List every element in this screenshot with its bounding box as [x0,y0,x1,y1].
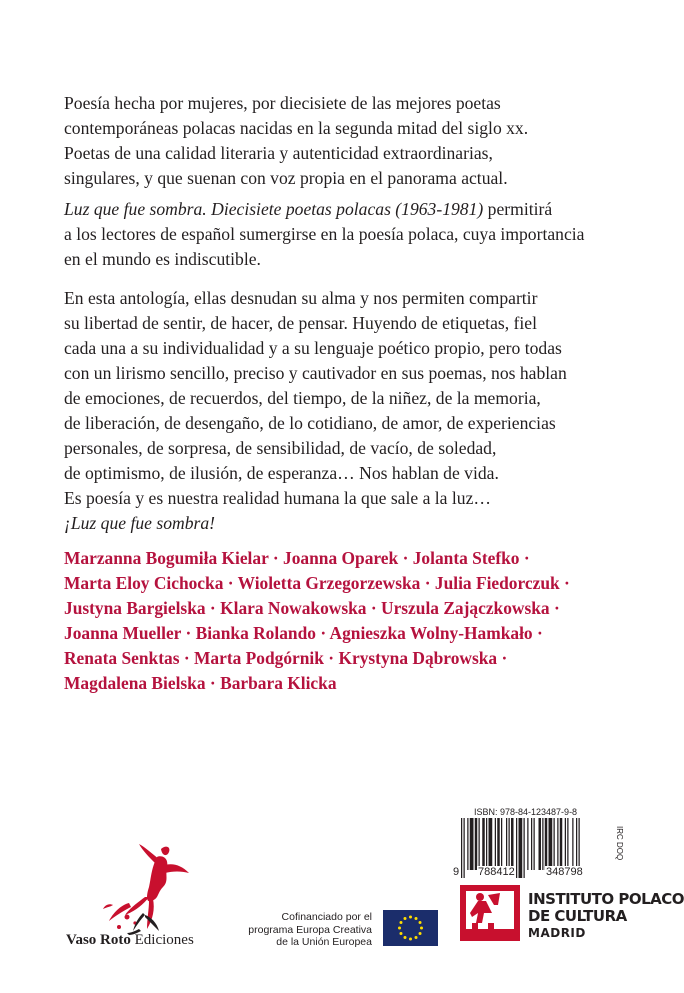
barcode-bar [567,818,568,870]
title-paragraph-text: permitirá [483,199,553,219]
intro-paragraph [64,91,604,191]
barcode-bar [527,818,528,870]
isbn-label: ISBN: 978-84-123487-9-8 [474,807,578,817]
eu-line: de la Unión Europea [276,936,372,948]
eu-flag-icon [383,910,438,946]
eu-star [409,938,412,941]
barcode-bar [539,818,542,870]
poet-name: Jolanta Stefko [412,548,520,568]
eu-star [420,927,423,930]
barcode-bar [495,818,496,870]
barcode-bar [501,818,502,870]
eu-star [415,917,418,920]
poet-separator: · [424,573,431,593]
anthology-line: cada una a su individualidad y a su lenguaje poético propio, pero todas [64,338,562,358]
title-paragraph-text: a los lectores de español sumergirse en la poesía polaca, cuya importancia [64,224,585,244]
eu-star [409,916,412,919]
poet-row [64,571,604,596]
poet-name: Joanna Oparek [283,548,399,568]
anthology-line: de liberación, de desengaño, de lo cotidiano, de amor, de experiencias [64,413,556,433]
poet-separator: · [209,673,216,693]
eu-line: Cofinanciado por el [281,911,372,923]
poet-separator: · [272,548,279,568]
anthology-line: con un lirismo sencillo, preciso y cautivador en sus poemas, nos hablan [64,363,567,383]
eu-star [399,921,402,924]
poet-name: Magdalena Bielska [64,673,206,693]
anthology-line: de optimismo, de ilusión, de esperanza… Nos hablan de vida. [64,463,499,483]
anthology-line: personales, de sorpresa, de sensibilidad, de vacío, de soledad, [64,438,497,458]
anthology-line: Es poesía y es nuestra realidad humana la que sale a la luz… [64,488,491,508]
anthology-line: En esta antología, ellas desnudan su alma y nos permiten compartir [64,288,538,308]
poet-name: Barbara Klicka [220,673,337,693]
barcode-bar [531,818,532,870]
barcode-bar [545,818,548,870]
poet-name: Marta Eloy Cichocka [64,573,224,593]
barcode-bar [516,818,517,878]
barcode-bar [554,818,555,870]
eu-star [404,936,407,939]
poet-row [64,621,604,646]
barcode-bar [534,818,535,870]
poet-name: Klara Nowakowska [220,598,367,618]
poet-row [64,646,604,671]
eu-flag-background [383,910,438,946]
closing-italic: ¡Luz que fue sombra! [64,513,216,533]
barcode [449,806,619,886]
barcode-bar [560,818,563,870]
title-paragraph-text: en el mundo es indiscutible. [64,249,261,269]
poet-name: Marta Podgórnik [194,648,324,668]
barcode-bar [470,818,474,870]
barcode-bar [482,818,485,870]
poet-separator: · [183,648,190,668]
barcode-bar [467,818,468,870]
poet-name: Krystyna Dąbrowska [338,648,498,668]
eu-star [415,936,418,939]
barcode-bar [519,818,523,878]
barcode-bar [565,818,566,870]
poet-separator: · [402,548,409,568]
poet-name: Bianka Rolando [195,623,316,643]
poet-separator: · [523,548,530,568]
poet-row [64,596,604,621]
barcode-bar [542,818,543,870]
barcode-bar [572,818,573,870]
barcode-bar [461,818,462,878]
title-paragraph [64,197,604,272]
barcode-side-code: IRC DOQ [615,826,624,861]
intro-line: Poetas de una calidad literaria y autenticidad extraordinarias, [64,143,493,163]
eu-star [399,932,402,935]
intro-line: contemporáneas polacas nacidas en la segunda mitad del siglo xx. [64,118,529,138]
book-title-italic: Luz que fue sombra. Diecisiete poetas polacas (1963-1981) [64,199,484,219]
poet-separator: · [185,623,192,643]
barcode-digits-right: 348798 [546,866,583,878]
poet-row [64,671,604,696]
poet-row [64,546,604,571]
eu-star [398,927,401,930]
poet-name: Justyna Bargielska [64,598,206,618]
barcode-bar [489,818,493,870]
barcode-bar [475,818,478,870]
barcode-bar [497,818,500,870]
barcode-bar [509,818,510,870]
eu-star [419,932,422,935]
barcode-bar [486,818,487,870]
poet-name: Marzanna Bogumiła Kielar [64,548,269,568]
poet-name: Julia Fiedorczuk [434,573,560,593]
publisher-name [66,932,194,949]
anthology-line: de emociones, de recuerdos, del tiempo, de la niñez, de la memoria, [64,388,541,408]
barcode-bar [511,818,514,870]
anthology-paragraph [64,286,604,536]
barcode-bar [557,818,558,870]
barcode-bar [549,818,553,870]
instituto-polaco-name [528,891,684,942]
instituto-line: DE CULTURA [528,907,627,925]
poet-separator: · [328,648,335,668]
poet-separator: · [553,598,560,618]
anthology-line: su libertad de sentir, de hacer, de pensar. Huyendo de etiquetas, fiel [64,313,537,333]
vaso-roto-dancer-logo [99,843,199,938]
poet-name: Agnieszka Wolny-Hamkało [329,623,533,643]
instituto-city: MADRID [528,926,586,940]
poet-separator: · [370,598,377,618]
poet-name: Joanna Mueller [64,623,182,643]
eu-star [419,921,422,924]
poet-separator: · [564,573,570,593]
poet-separator: · [501,648,508,668]
publisher-name-rest: Ediciones [134,932,194,948]
barcode-digit-lead: 9 [453,866,460,878]
intro-line: Poesía hecha por mujeres, por diecisiete de las mejores poetas [64,93,501,113]
poet-separator: · [209,598,216,618]
eu-star [404,917,407,920]
barcode-bar [506,818,507,870]
poet-separator: · [227,573,234,593]
poet-separator: · [536,623,543,643]
eu-line: programa Europa Creativa [248,923,372,936]
poet-name: Renata Senktas [64,648,180,668]
poet-name: Wioletta Grzegorzewska [237,573,421,593]
instituto-polaco-logo [458,883,522,943]
barcode-bar [464,818,465,878]
poet-separator: · [320,623,327,643]
barcode-bar [479,818,480,870]
barcode-bar [524,818,525,878]
poet-list [64,546,604,696]
instituto-line: INSTITUTO POLACO [528,890,684,908]
poet-name: Urszula Zajączkowska [381,598,550,618]
barcode-digits-left: 788412 [478,866,515,878]
publisher-name-bold: Vaso Roto [66,932,131,948]
intro-line: singulares, y que suenan con voz propia en el panorama actual. [64,168,508,188]
eu-cofinance-text [247,911,372,949]
